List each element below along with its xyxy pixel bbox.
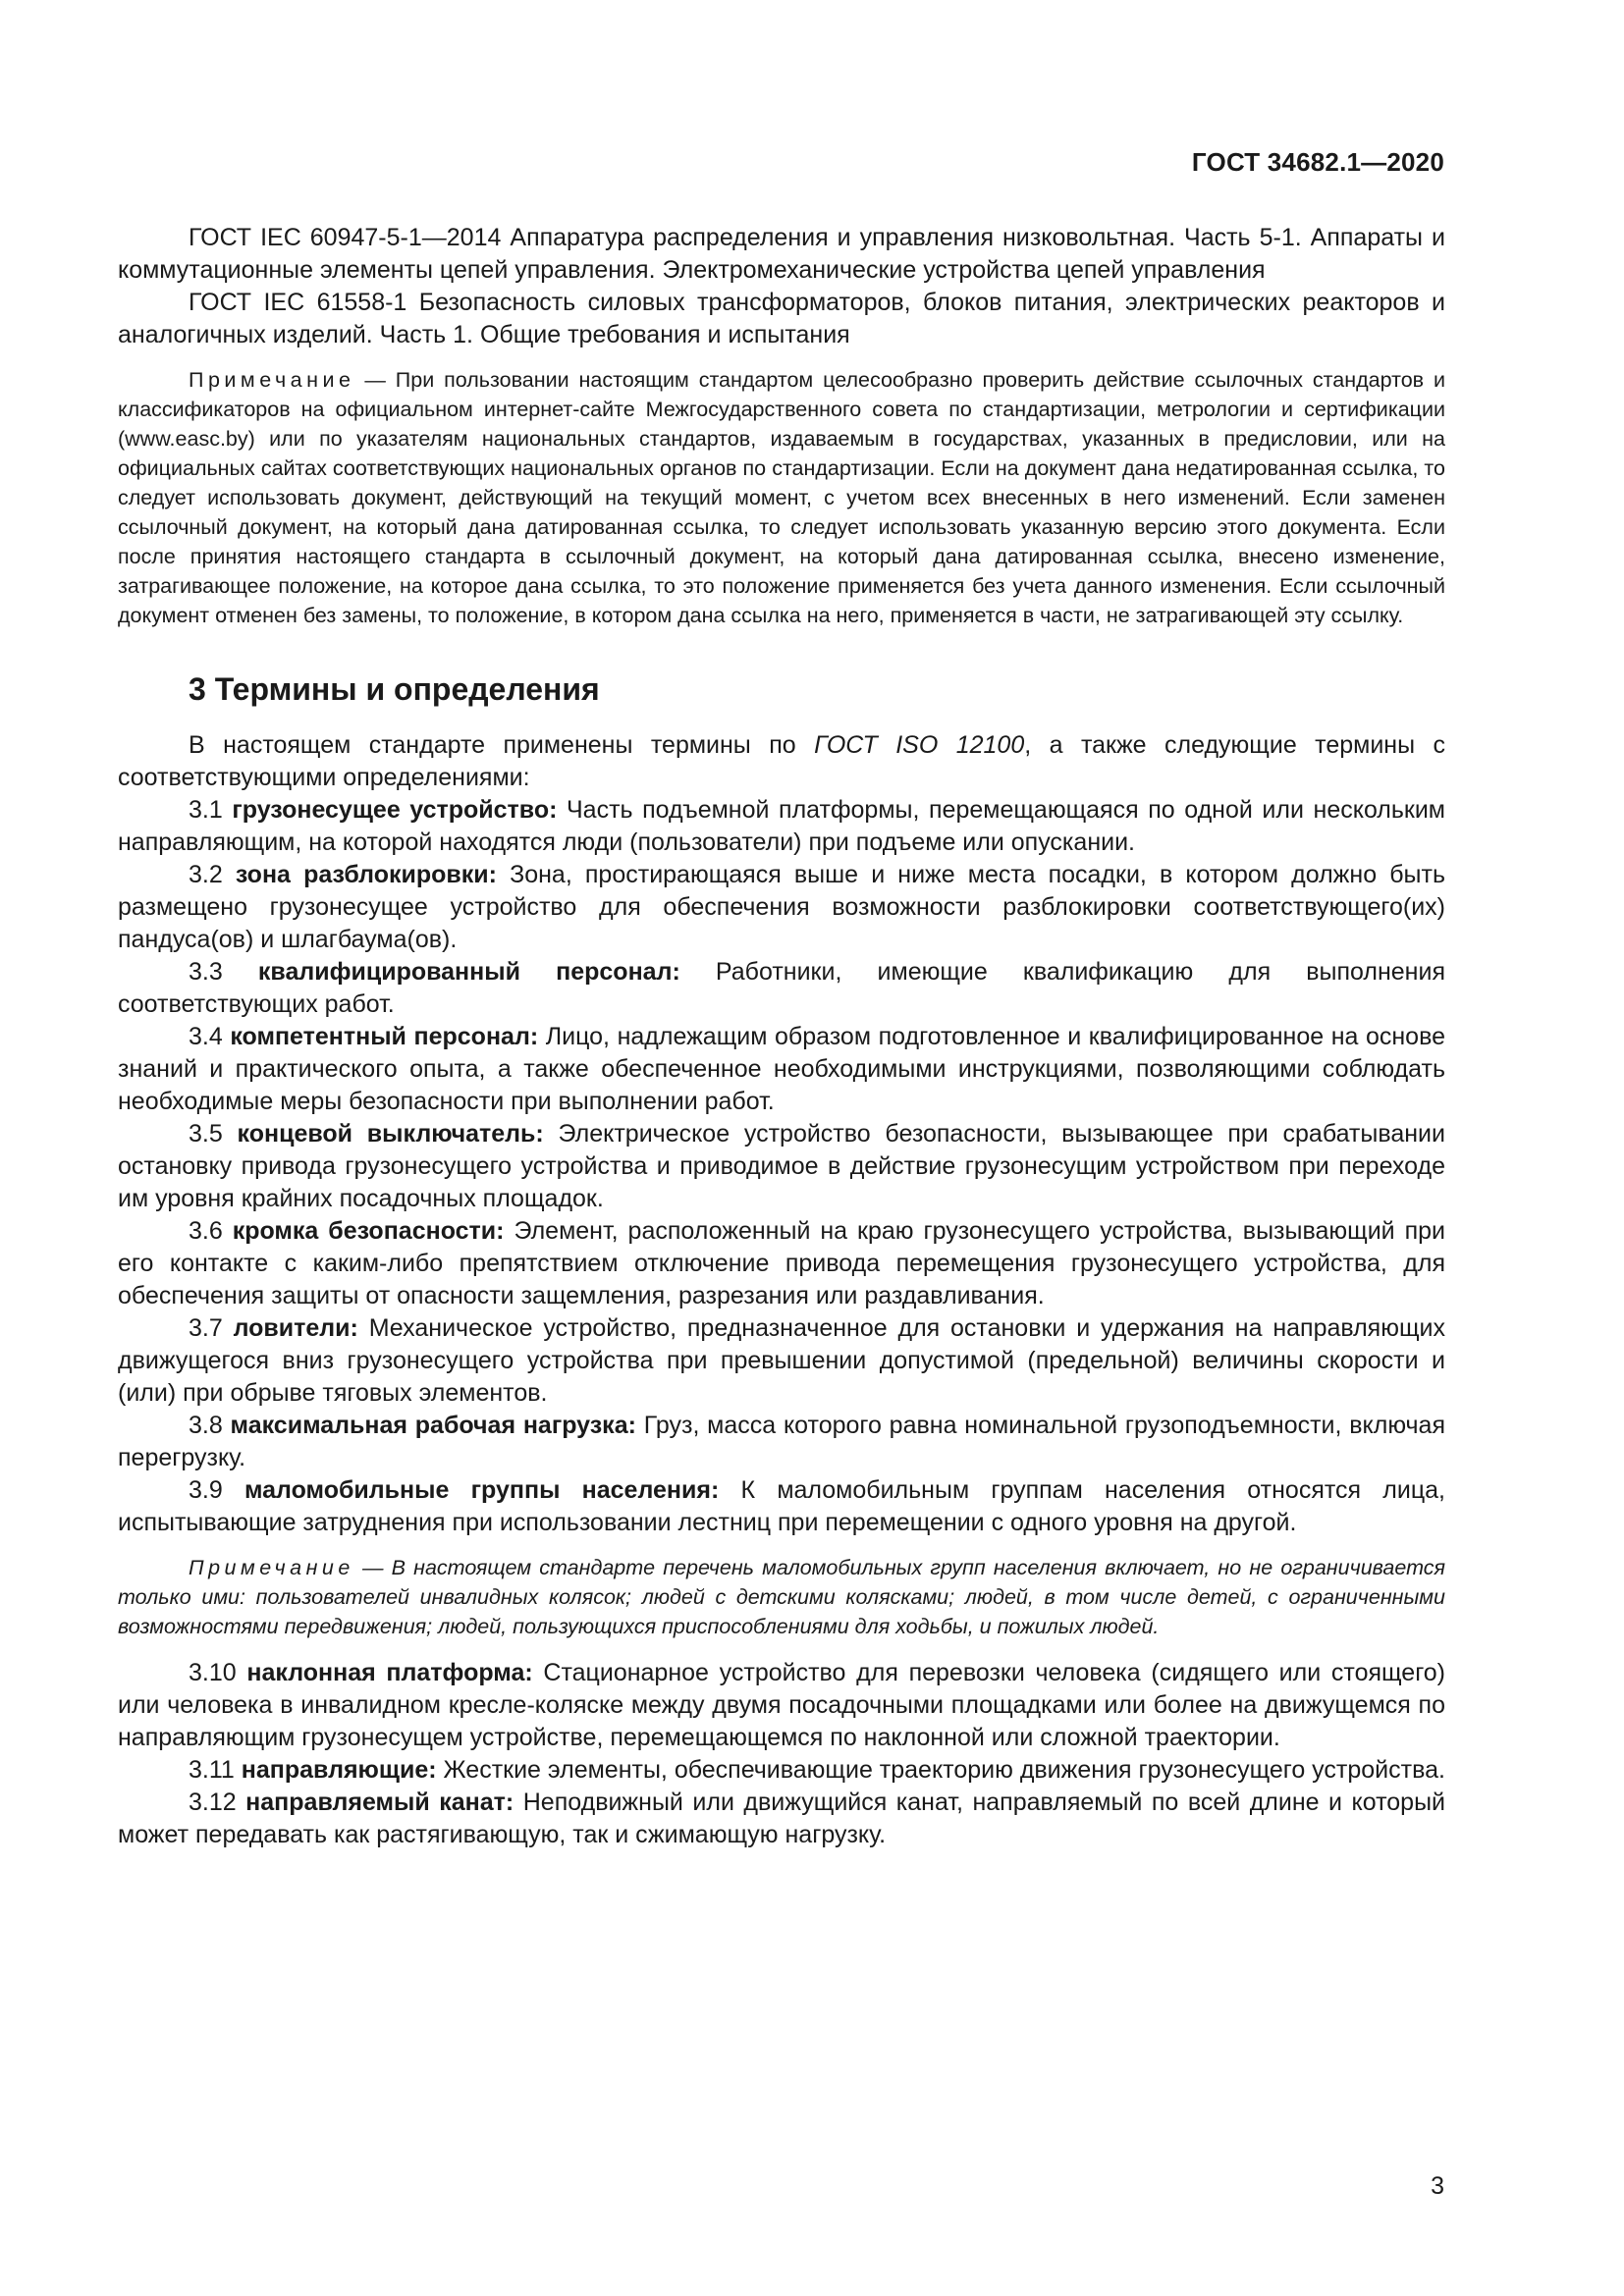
note-label: Примечание — [189, 1556, 354, 1579]
term-def: Лицо, надлежащим образом подготовленное и квалифицированное на основе знаний и практического опыта, а также обеспеченное необходимыми инструкциями, позволяющими соблюдать необходимые меры безопасности при выполнении работ. — [118, 1023, 1445, 1115]
note-text: — В настоящем стандарте перечень маломобильных групп населения включает, но не ограничивается только ими: пользователей инвалидных колясок; людей с детскими колясками; людей, в том числе детей, с ограниченными возможностями передвижения; людей, пользующихся приспособлениями для ходьбы, и пожилых людей. — [118, 1556, 1445, 1638]
term-number: 3.11 — [189, 1756, 242, 1784]
section-title: 3 Термины и определения — [189, 671, 600, 707]
term-name: кромка безопасности: — [232, 1217, 505, 1245]
term-number: 3.10 — [189, 1659, 247, 1686]
term-def: Стационарное устройство для перевозки человека (сидящего или стоящего) или человека в инвалидном кресле-коляске между двумя посадочными площадками или более на движущемся по направляющим грузонесущем устройстве, перемещающемся по наклонной или сложной траектории. — [118, 1659, 1446, 1751]
term-def: Зона, простирающаяся выше и ниже места посадки, в котором должно быть размещено грузонесущее устройство для обеспечения возможности разблокировки соответствующего(их) пандуса(ов) и шлагбаума(ов). — [118, 861, 1445, 953]
term-def: Жесткие элементы, обеспечивающие траекторию движения грузонесущего устройства. — [436, 1756, 1445, 1784]
term-number: 3.9 — [189, 1476, 244, 1504]
term-definition — [118, 1754, 1445, 1787]
term-def: Электрическое устройство безопасности, вызывающее при срабатывании остановку привода грузонесущего устройства и приводимое в действие грузонесущим устройством при переходе им уровня крайних посадочных площадок. — [118, 1120, 1445, 1212]
intro-after: , а также следующие термины с соответствующими определениями: — [118, 731, 1445, 791]
note-block-italic — [118, 1553, 1445, 1641]
note-label: Примечание — [189, 368, 355, 392]
term-def: Часть подъемной платформы, перемещающаяся по одной или нескольким направляющим, на которой находятся люди (пользователи) при подъеме или опускании. — [118, 796, 1445, 856]
document-code-header: ГОСТ 34682.1—2020 — [1191, 147, 1444, 177]
intro-standard-ref: ГОСТ ISO 12100 — [814, 731, 1025, 759]
term-definition — [118, 1657, 1445, 1754]
intro-before: В настоящем стандарте применены термины по — [189, 731, 815, 759]
term-def: Работники, имеющие квалификацию для выполнения соответствующих работ. — [118, 958, 1445, 1018]
term-def: Груз, масса которого равна номинальной грузоподъемности, включая перегрузку. — [118, 1412, 1445, 1471]
term-name: направляющие: — [241, 1756, 437, 1784]
term-name: зона разблокировки: — [235, 861, 497, 888]
term-name: ловители: — [233, 1314, 358, 1342]
note-paragraph — [118, 365, 1445, 630]
term-definition — [118, 859, 1445, 956]
reference-item: ГОСТ IEC 60947-5-1—2014 Аппаратура распределения и управления низковольтная. Часть 5-1. Аппараты и коммутационные элементы цепей управления. Электромеханические устройства цепей управления — [118, 224, 1445, 284]
term-number: 3.2 — [189, 861, 236, 888]
note-text: — При пользовании настоящим стандартом целесообразно проверить действие ссылочных стандартов и классификаторов на официальном интернет-сайте Межгосударственного совета по стандартизации, метрологии и сертификации (www.easc.by) или по указателям национальных стандартов, издаваемым в государствах, указанных в предисловии, или на официальных сайтах соответствующих национальных органов по стандартизации. Если на документ дана недатированная ссылка, то следует использовать документ, действующий на текущий момент, с учетом всех внесенных в него изменений. Если заменен ссылочный документ, на который дана датированная ссылка, то следует использовать указанную версию этого документа. Если после принятия настоящего стандарта в ссылочный документ, на который дана датированная ссылка, внесено изменение, затрагивающее положение, на которое дана ссылка, то это положение применяется без учета данного изменения. Если ссылочный документ отменен без замены, то положение, в котором дана ссылка на него, применяется в части, не затрагивающей эту ссылку. — [118, 368, 1445, 627]
term-definition — [118, 1021, 1445, 1118]
page-content — [118, 222, 1445, 1851]
term-number: 3.7 — [189, 1314, 234, 1342]
term-definition — [118, 1215, 1445, 1312]
term-name: маломобильные группы населения: — [244, 1476, 720, 1504]
term-definition — [118, 956, 1445, 1021]
term-number: 3.3 — [189, 958, 258, 986]
term-name: грузонесущее устройство: — [232, 796, 558, 824]
note-block — [118, 365, 1445, 630]
page-number: 3 — [1431, 2172, 1444, 2200]
term-definition — [118, 1787, 1445, 1851]
term-def: Неподвижный или движущийся канат, направляемый по всей длине и который может передавать как растягивающую, так и сжимающую нагрузку. — [118, 1789, 1446, 1848]
term-number: 3.12 — [189, 1789, 246, 1816]
term-number: 3.5 — [189, 1120, 238, 1148]
term-definition — [118, 1410, 1445, 1474]
term-name: компетентный персонал: — [230, 1023, 539, 1050]
term-def: К маломобильным группам населения относятся лица, испытывающие затруднения при использовании лестниц при перемещении с одного уровня на другой. — [118, 1476, 1446, 1536]
term-number: 3.4 — [189, 1023, 231, 1050]
term-def: Механическое устройство, предназначенное для остановки и удержания на направляющих движущегося вниз грузонесущего устройства при превышении допустимой (предельной) величины скорости и (или) при обрыве тяговых элементов. — [118, 1314, 1445, 1407]
term-name: квалифицированный персонал: — [257, 958, 680, 986]
term-definition — [118, 1312, 1445, 1410]
term-name: максимальная рабочая нагрузка: — [230, 1412, 636, 1439]
term-definition — [118, 1474, 1445, 1539]
term-name: наклонная платформа: — [246, 1659, 533, 1686]
term-number: 3.8 — [189, 1412, 231, 1439]
references-list — [118, 222, 1445, 351]
section-intro — [118, 729, 1445, 794]
term-number: 3.1 — [189, 796, 233, 824]
term-definition — [118, 1118, 1445, 1215]
reference-item: ГОСТ IEC 61558-1 Безопасность силовых трансформаторов, блоков питания, электрических реакторов и аналогичных изделий. Часть 1. Общие требования и испытания — [118, 289, 1445, 348]
term-definition — [118, 794, 1445, 859]
term-name: концевой выключатель: — [237, 1120, 544, 1148]
term-number: 3.6 — [189, 1217, 233, 1245]
term-def: Элемент, расположенный на краю грузонесущего устройства, вызывающий при его контакте с каким-либо препятствием отключение привода перемещения грузонесущего устройства, для обеспечения защиты от опасности защемления, разрезания или раздавливания. — [118, 1217, 1445, 1309]
note-paragraph — [118, 1553, 1445, 1641]
term-name: направляемый канат: — [245, 1789, 514, 1816]
